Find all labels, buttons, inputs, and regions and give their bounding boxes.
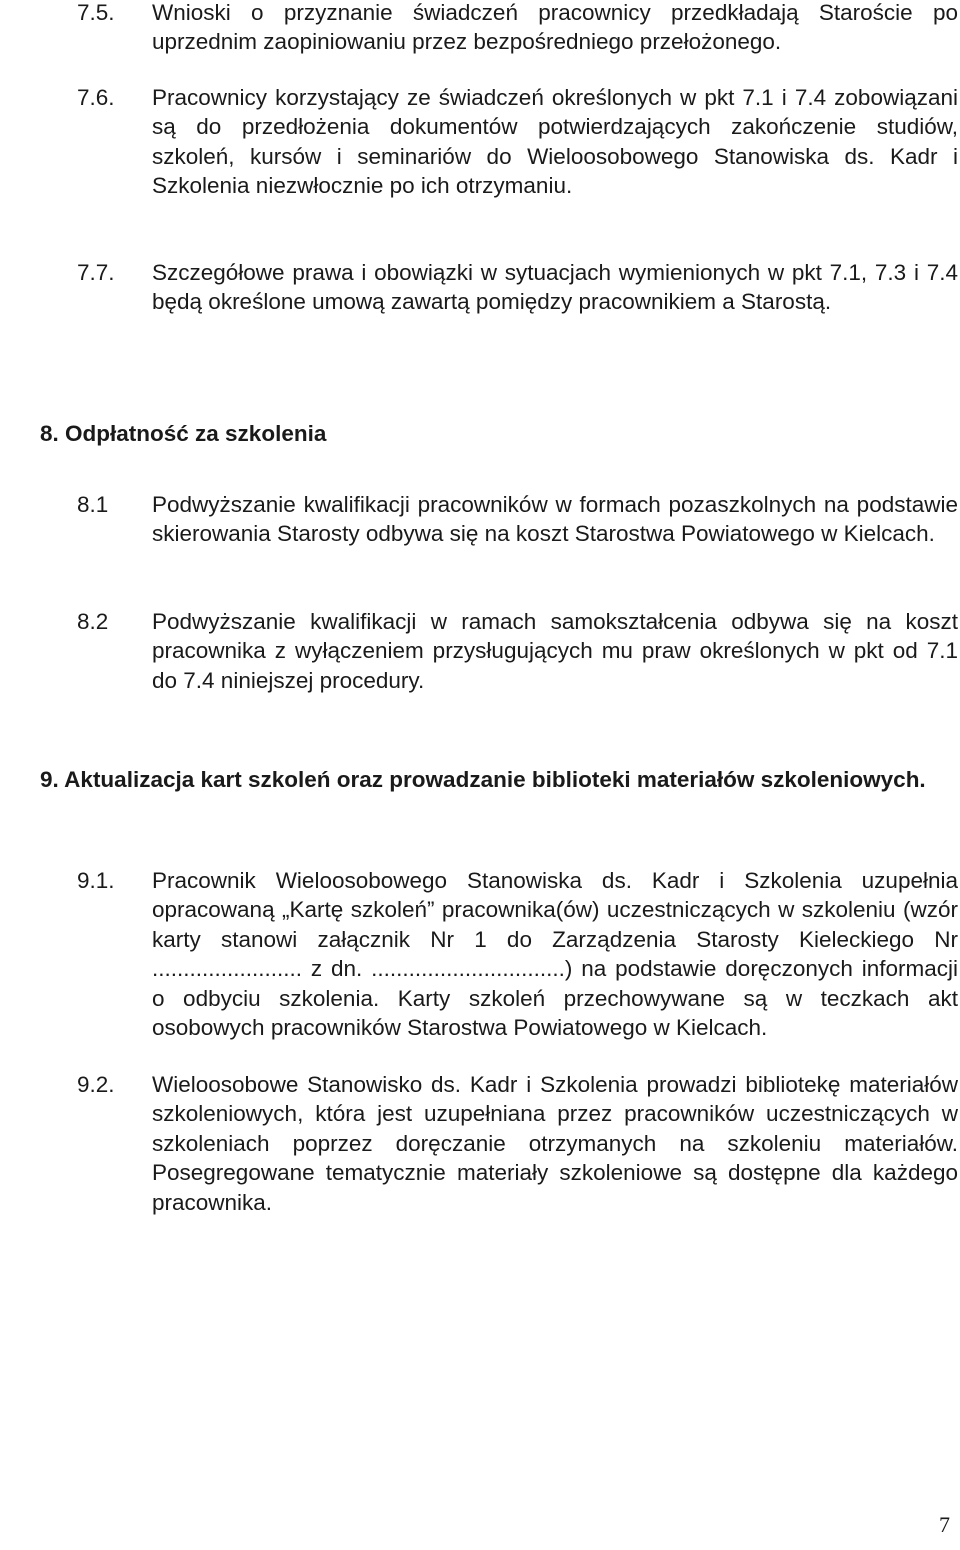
paragraph-text: Podwyższanie kwalifikacji pracowników w formach pozaszkolnych na podstawie skierowania Starosty odbywa się na koszt Starostwa Powiatowego w Kielcach. bbox=[152, 492, 958, 547]
paragraph-number: 8.2 bbox=[77, 609, 109, 634]
paragraph-text: Wnioski o przyznanie świadczeń pracownicy przedkładają Staroście po uprzednim zaopiniowaniu przez bezpośredniego przełożonego. bbox=[152, 0, 958, 55]
paragraph-text: Wieloosobowe Stanowisko ds. Kadr i Szkolenia prowadzi bibliotekę materiałów szkoleniowych, która jest uzupełniana przez pracowników uczestniczących w szkoleniach poprzez doręczanie otrzymanych na szkoleniu materiałów. Posegregowane tematycznie materiały szkoleniowe są dostępne dla każdego pracownika. bbox=[152, 1072, 958, 1215]
paragraph-text: Szczegółowe prawa i obowiązki w sytuacjach wymienionych w pkt 7.1, 7.3 i 7.4 będą określone umową zawartą pomiędzy pracownikiem a Starostą. bbox=[152, 260, 958, 315]
paragraph-number: 7.6. bbox=[77, 85, 115, 110]
paragraph-number: 7.5. bbox=[77, 0, 115, 25]
section-9-heading: 9. Aktualizacja kart szkoleń oraz prowadzanie biblioteki materiałów szkoleniowych. bbox=[40, 767, 926, 792]
paragraph-number: 9.1. bbox=[77, 868, 115, 893]
section-8-heading: 8. Odpłatność za szkolenia bbox=[40, 421, 327, 446]
paragraph-number: 9.2. bbox=[77, 1072, 115, 1097]
paragraph-text: Pracownicy korzystający ze świadczeń określonych w pkt 7.1 i 7.4 zobowiązani są do przedłożenia dokumentów potwierdzających zakończenie studiów, szkoleń, kursów i seminariów do Wieloosobowego Stanowiska ds. Kadr i Szkolenia niezwłocznie po ich otrzymaniu. bbox=[152, 85, 958, 199]
paragraph-number: 8.1 bbox=[77, 492, 109, 517]
paragraph-text: Pracownik Wieloosobowego Stanowiska ds. Kadr i Szkolenia uzupełnia opracowaną „Kartę szkoleń” pracownika(ów) uczestniczących w szkoleniu (wzór karty stanowi załącznik Nr 1 do Zarządzenia Starosty Kieleckiego Nr ........................ z dn. ...............................) na podstawie doręczonych informacji o odbyciu szkolenia. Karty szkoleń przechowywane są w teczkach akt osobowych pracowników Starostwa Powiatowego w Kielcach. bbox=[152, 868, 958, 1041]
page-number: 7 bbox=[939, 1512, 950, 1537]
paragraph-text: Podwyższanie kwalifikacji w ramach samokształcenia odbywa się na koszt pracownika z wyłączeniem przysługujących mu praw określonych w pkt od 7.1 do 7.4 niniejszej procedury. bbox=[152, 609, 958, 693]
paragraph-number: 7.7. bbox=[77, 260, 115, 285]
